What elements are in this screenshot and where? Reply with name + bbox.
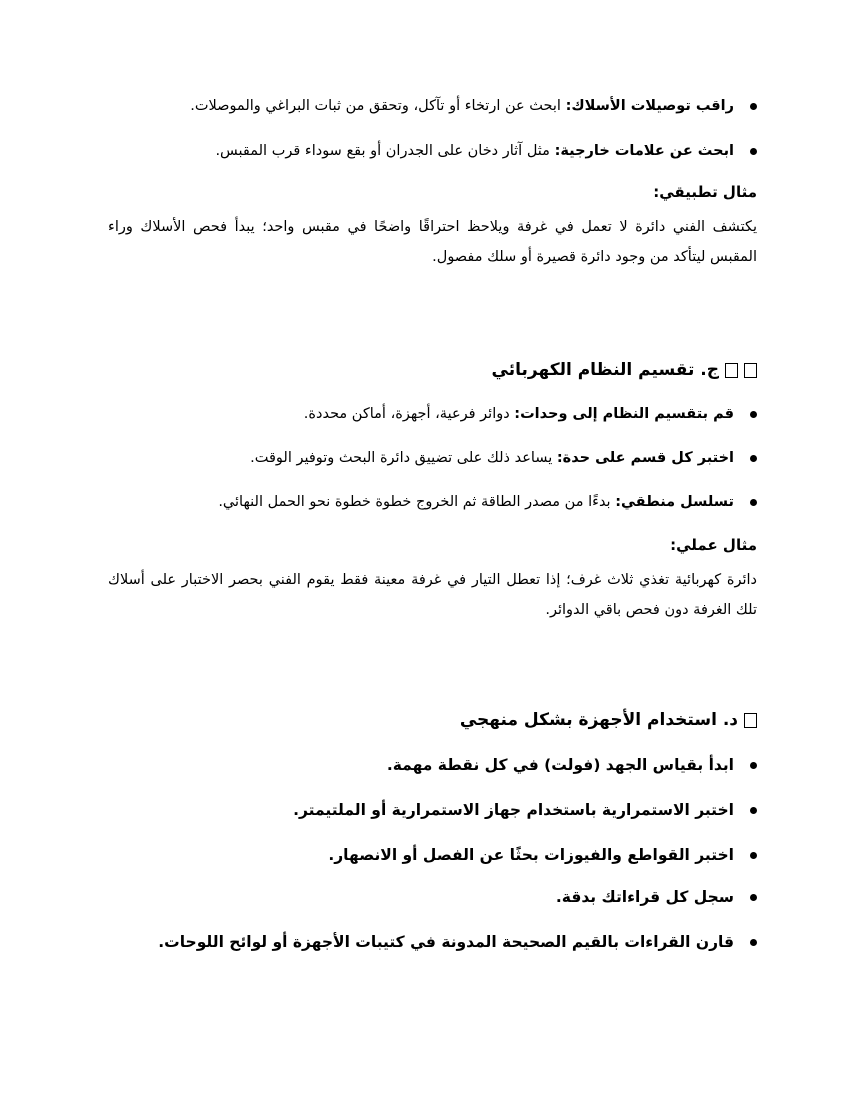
list-item bbox=[100, 932, 757, 952]
missing-glyph-icon bbox=[725, 363, 738, 378]
bullet-icon bbox=[750, 762, 757, 769]
example-label: مثال تطبيقي: bbox=[653, 183, 757, 201]
bullet-text: اختبر الاستمرارية باستخدام جهاز الاستمرارية أو الملتيمتر. bbox=[293, 801, 734, 819]
bullet-text: سجل كل قراءاتك بدقة. bbox=[555, 888, 734, 906]
bullet-title: اختبر كل قسم على حدة: bbox=[556, 450, 734, 466]
section-heading bbox=[492, 358, 757, 382]
bullet-icon bbox=[750, 411, 757, 418]
list-item bbox=[100, 141, 757, 161]
bullet-icon bbox=[750, 499, 757, 506]
bullet-text: قارن القراءات بالقيم الصحيحة المدونة في كتيبات الأجهزة أو لوائح اللوحات. bbox=[158, 933, 734, 951]
example-paragraph: دائرة كهربائية تغذي ثلاث غرف؛ إذا تعطل التيار في غرفة معينة فقط يقوم الفني بحصر الاختبار على أسلاك تلك الغرفة دون فحص باقي الدوائر. bbox=[108, 572, 757, 618]
heading-text: د. استخدام الأجهزة بشكل منهجي bbox=[459, 710, 738, 730]
list-item bbox=[100, 404, 757, 424]
bullet-icon bbox=[750, 455, 757, 462]
example-paragraph: يكتشف الفني دائرة لا تعمل في غرفة ويلاحظ احتراقًا واضحًا في مقبس واحد؛ يبدأ فحص الأسلاك وراء المقبس ليتأكد من وجود دائرة قصيرة أو سلك مفصول. bbox=[108, 219, 757, 265]
list-item bbox=[100, 887, 757, 907]
bullet-title: ابحث عن علامات خارجية: bbox=[554, 143, 734, 159]
bullet-text: اختبر القواطع والفيوزات بحثًا عن الفصل أو الانصهار. bbox=[328, 846, 734, 864]
heading-text: ج. تقسيم النظام الكهربائي bbox=[491, 360, 719, 380]
bullet-icon bbox=[750, 894, 757, 901]
list-item bbox=[100, 755, 757, 775]
bullet-text: مثل آثار دخان على الجدران أو بقع سوداء قرب المقبس. bbox=[215, 143, 555, 159]
bullet-icon bbox=[750, 103, 757, 110]
list-item bbox=[100, 800, 757, 820]
bullet-text: ابدأ بقياس الجهد (فولت) في كل نقطة مهمة. bbox=[386, 756, 734, 774]
missing-glyph-icon bbox=[744, 363, 757, 378]
bullet-text: يساعد ذلك على تضييق دائرة البحث وتوفير الوقت. bbox=[250, 450, 557, 466]
bullet-title: راقب توصيلات الأسلاك: bbox=[565, 98, 734, 114]
bullet-icon bbox=[750, 807, 757, 814]
missing-glyph-icon bbox=[744, 713, 757, 728]
bullet-text: ابحث عن ارتخاء أو تآكل، وتحقق من ثبات البراغي والموصلات. bbox=[190, 98, 566, 114]
bullet-icon bbox=[750, 939, 757, 946]
bullet-title: قم بتقسيم النظام إلى وحدات: bbox=[514, 406, 734, 422]
bullet-text: بدءًا من مصدر الطاقة ثم الخروج خطوة خطوة نحو الحمل النهائي. bbox=[218, 494, 616, 510]
bullet-icon bbox=[750, 148, 757, 155]
bullet-title: تسلسل منطقي: bbox=[615, 494, 734, 510]
list-item bbox=[100, 845, 757, 865]
bullet-icon bbox=[750, 852, 757, 859]
list-item bbox=[100, 96, 757, 116]
example-label: مثال عملي: bbox=[670, 536, 757, 554]
bullet-text: دوائر فرعية، أجهزة، أماكن محددة. bbox=[303, 406, 515, 422]
list-item bbox=[100, 448, 757, 468]
list-item bbox=[100, 492, 757, 512]
section-heading bbox=[460, 708, 757, 732]
